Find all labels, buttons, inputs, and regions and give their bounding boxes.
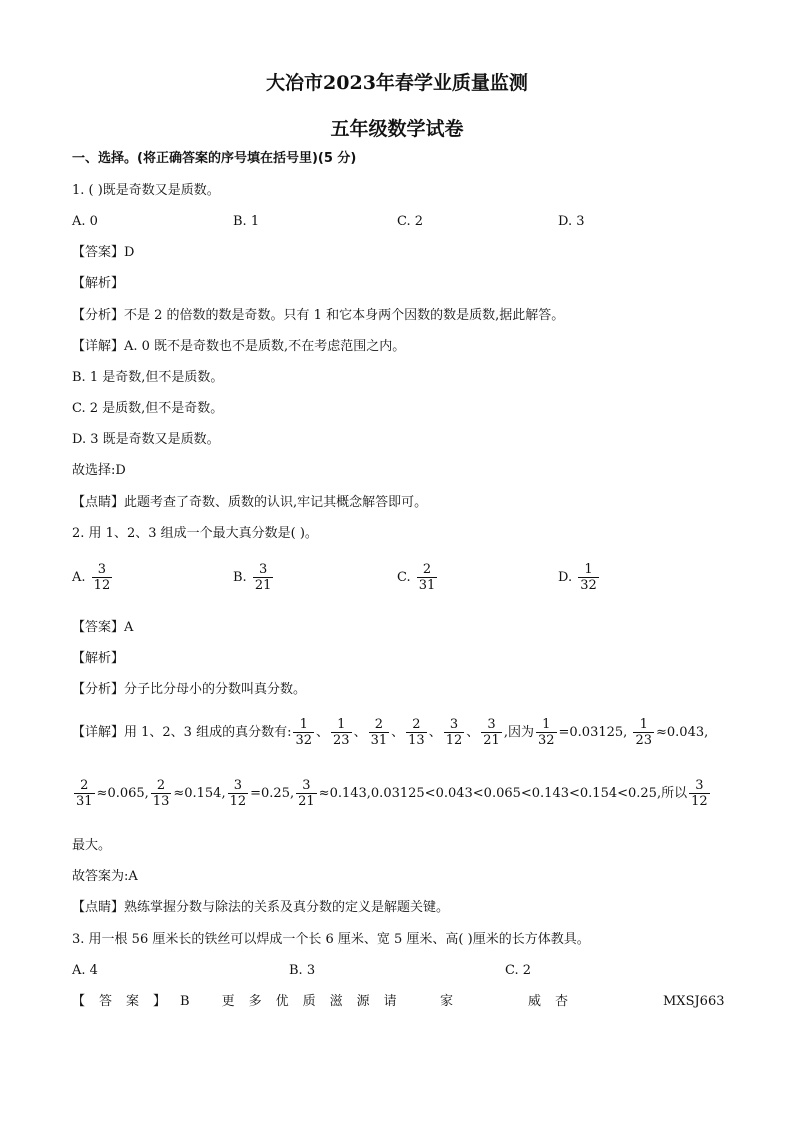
fraction bbox=[689, 778, 710, 809]
fraction bbox=[74, 778, 95, 809]
fraction-denominator: 12 bbox=[691, 794, 708, 809]
fraction-denominator: 12 bbox=[445, 733, 463, 748]
q1-answer: 【答案】D bbox=[72, 245, 135, 260]
q3-answer-rest bbox=[180, 993, 411, 1011]
equation-1: =0.03125, bbox=[558, 724, 628, 740]
fraction-numerator: 3 bbox=[695, 778, 704, 793]
q2-jiexi: 【解析】 bbox=[72, 651, 125, 666]
equation-6: ≈0.143,0.03125<0.043<0.065<0.143<0.154<0.25,所以 bbox=[318, 785, 688, 801]
q3-answer-label bbox=[72, 993, 180, 1011]
fraction-denominator: 13 bbox=[152, 794, 170, 809]
q2-detail-prefix: 【详解】用 1、2、3 组成的真分数有: bbox=[72, 724, 292, 740]
fraction-denominator: 32 bbox=[295, 733, 313, 748]
q3-code: MXSJ663 bbox=[663, 994, 725, 1009]
separator: 、 bbox=[353, 724, 367, 740]
fraction-numerator: 1 bbox=[584, 562, 593, 577]
fraction-denominator: 23 bbox=[635, 733, 652, 748]
fraction-numerator: 3 bbox=[449, 717, 459, 732]
exam-subtitle: 五年级数学试卷 bbox=[330, 118, 464, 140]
exam-title: 大冶市2023年春学业质量监测 bbox=[266, 72, 528, 94]
fraction-numerator: 2 bbox=[80, 778, 89, 793]
equation-3: ≈0.065, bbox=[96, 785, 149, 801]
fraction-denominator: 12 bbox=[93, 578, 111, 593]
fraction bbox=[406, 717, 427, 748]
equation-2: ≈0.043, bbox=[656, 724, 709, 740]
q2-final: 故答案为:A bbox=[72, 869, 138, 884]
q2-option-b bbox=[233, 562, 275, 593]
fraction-numerator: 2 bbox=[422, 562, 432, 577]
q2-option-c-fraction bbox=[417, 562, 438, 593]
q2-option-a-label: A. bbox=[72, 569, 86, 585]
fraction-numerator: 1 bbox=[639, 717, 648, 732]
fraction-denominator: 31 bbox=[76, 794, 93, 809]
q3-weixing bbox=[528, 993, 582, 1011]
q1-detail-b: B. 1 是奇数,但不是质数。 bbox=[72, 370, 224, 385]
fraction bbox=[444, 717, 465, 748]
q2-comment: 【点睛】熟练掌握分数与除法的关系及真分数的定义是解题关键。 bbox=[72, 900, 450, 915]
fraction-denominator: 21 bbox=[298, 794, 315, 809]
because-text: ,因为 bbox=[503, 724, 534, 740]
q1-detail: 【详解】A. 0 既不是奇数也不是质数,不在考虑范围之内。 bbox=[72, 339, 406, 354]
q2-option-d bbox=[558, 562, 601, 593]
fraction-numerator: 2 bbox=[374, 717, 383, 732]
fraction-denominator: 21 bbox=[254, 578, 272, 593]
fraction-denominator: 31 bbox=[418, 578, 436, 593]
q1-detail-d: D. 3 既是奇数又是质数。 bbox=[72, 432, 220, 447]
q3-jia: 家 bbox=[440, 994, 454, 1009]
q1-option-a: A. 0 bbox=[72, 214, 98, 229]
fraction-numerator: 1 bbox=[299, 717, 308, 732]
q2-answer: 【答案】A bbox=[72, 620, 134, 635]
q2-option-b-label: B. bbox=[233, 569, 247, 585]
q3-option-b: B. 3 bbox=[289, 963, 316, 978]
q1-choice: 故选择:D bbox=[72, 463, 126, 478]
separator: 、 bbox=[466, 724, 480, 740]
fraction-numerator: 2 bbox=[156, 778, 166, 793]
q2-stem: 2. 用 1、2、3 组成一个最大真分数是( )。 bbox=[72, 526, 318, 541]
fraction-numerator: 1 bbox=[337, 717, 346, 732]
q3-answer-rest-text: B 更多优质滋源请 bbox=[180, 994, 411, 1009]
separator: 、 bbox=[391, 724, 405, 740]
q2-option-a-fraction bbox=[92, 562, 113, 593]
q2-detail-line2 bbox=[72, 778, 712, 809]
q2-option-c-label: C. bbox=[397, 569, 411, 585]
equation-4: ≈0.154, bbox=[173, 785, 226, 801]
fraction-denominator: 23 bbox=[333, 733, 350, 748]
separator: 、 bbox=[428, 724, 442, 740]
equation-5: =0.25, bbox=[250, 785, 295, 801]
fraction-denominator: 31 bbox=[370, 733, 388, 748]
q3-stem: 3. 用一根 56 厘米长的铁丝可以焊成一个长 6 厘米、宽 5 厘米、高( )厘米的长方体教具。 bbox=[72, 932, 590, 947]
q2-option-a bbox=[72, 562, 114, 593]
fraction-denominator: 21 bbox=[483, 733, 500, 748]
fraction bbox=[228, 778, 249, 809]
q2-max: 最大。 bbox=[72, 838, 112, 853]
q1-stem: 1. ( )既是奇数又是质数。 bbox=[72, 183, 220, 198]
fraction-numerator: 3 bbox=[233, 778, 242, 793]
q1-jiexi: 【解析】 bbox=[72, 276, 125, 291]
q2-detail-line1 bbox=[72, 717, 708, 748]
fraction-numerator: 3 bbox=[97, 562, 107, 577]
q1-comment: 【点睛】此题考查了奇数、质数的认识,牢记其概念解答即可。 bbox=[72, 495, 428, 510]
q3-answer-label-text: 【答案】 bbox=[72, 994, 181, 1009]
fraction bbox=[331, 717, 352, 748]
fraction-denominator: 32 bbox=[537, 733, 555, 748]
q3-weixing-text: 威杏 bbox=[528, 994, 583, 1009]
fraction bbox=[369, 717, 390, 748]
section-heading: 一、选择。(将正确答案的序号填在括号里)(5 分) bbox=[72, 151, 357, 166]
fraction bbox=[633, 717, 654, 748]
fraction-numerator: 3 bbox=[487, 717, 496, 732]
fraction-denominator: 12 bbox=[229, 794, 247, 809]
q1-option-d: D. 3 bbox=[558, 214, 585, 229]
q3-option-c: C. 2 bbox=[505, 963, 532, 978]
separator: 、 bbox=[316, 724, 330, 740]
fraction bbox=[536, 717, 557, 748]
fraction-numerator: 2 bbox=[412, 717, 421, 732]
fraction bbox=[296, 778, 317, 809]
q1-detail-c: C. 2 是质数,但不是奇数。 bbox=[72, 401, 224, 416]
q3-option-a: A. 4 bbox=[72, 963, 98, 978]
q1-option-b: B. 1 bbox=[233, 214, 260, 229]
q2-option-c bbox=[397, 562, 439, 593]
fraction bbox=[293, 717, 314, 748]
q1-analysis: 【分析】不是 2 的倍数的数是奇数。只有 1 和它本身两个因数的数是质数,据此解答。 bbox=[72, 308, 565, 323]
fraction-denominator: 32 bbox=[580, 578, 597, 593]
q2-analysis: 【分析】分子比分母小的分数叫真分数。 bbox=[72, 682, 307, 697]
q2-option-b-fraction bbox=[253, 562, 274, 593]
fraction-denominator: 13 bbox=[408, 733, 425, 748]
fraction bbox=[151, 778, 172, 809]
fraction bbox=[481, 717, 502, 748]
fraction-numerator: 3 bbox=[302, 778, 311, 793]
fraction-numerator: 3 bbox=[258, 562, 268, 577]
q1-option-c: C. 2 bbox=[397, 214, 424, 229]
q2-option-d-fraction bbox=[578, 562, 599, 593]
fraction-numerator: 1 bbox=[542, 717, 551, 732]
q2-option-d-label: D. bbox=[558, 569, 573, 585]
